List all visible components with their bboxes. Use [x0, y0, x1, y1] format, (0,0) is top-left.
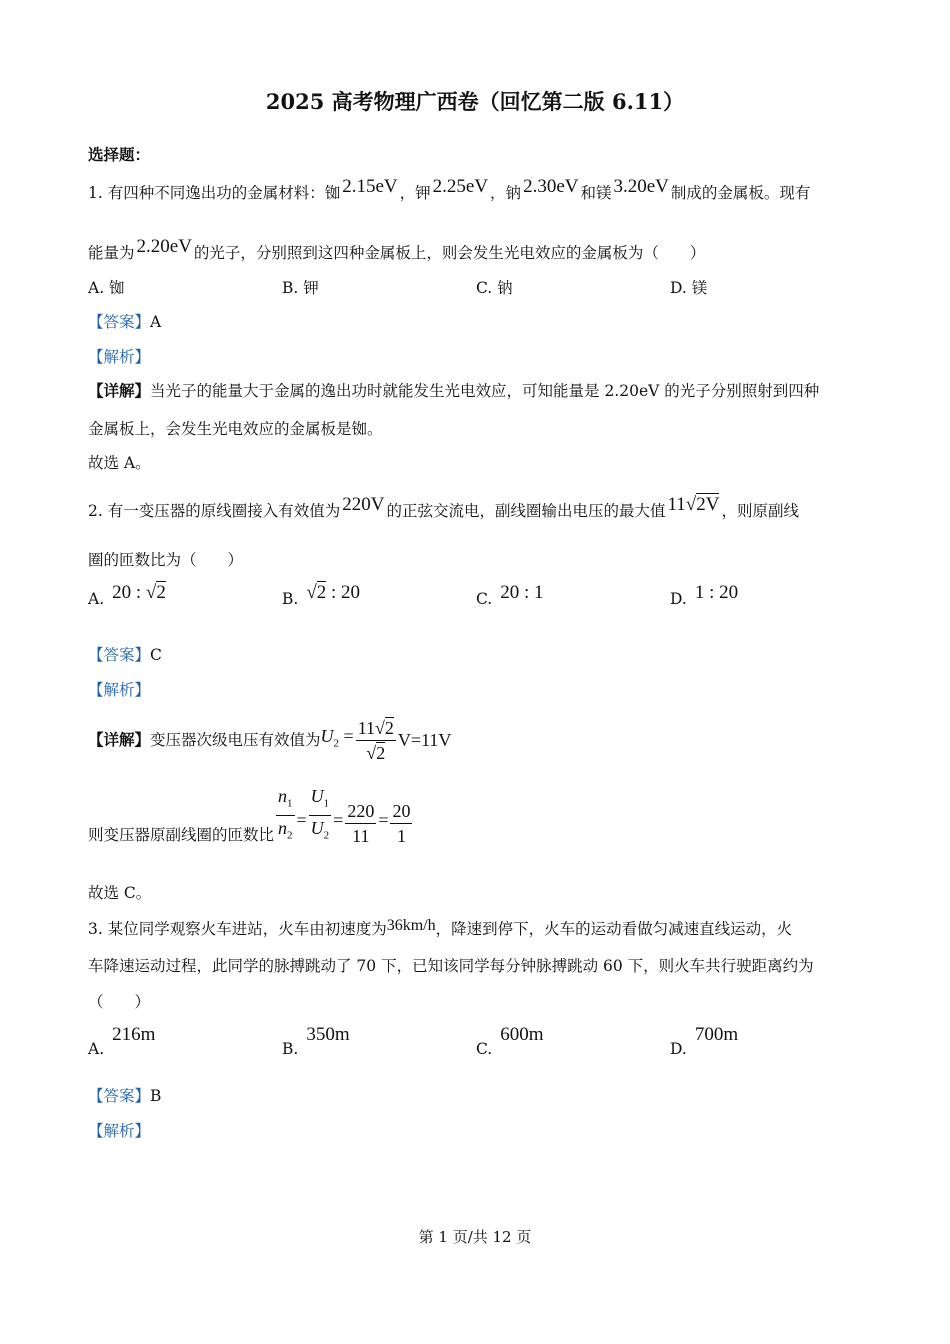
- q3-stem-line1: 3. 某位同学观察火车进站，火车由初速度为36km/h，降速到停下，火车的运动看做匀减速直线运动，火: [88, 917, 793, 938]
- q1-answer: 【答案】A: [88, 313, 162, 331]
- numeric-ratio-fraction: $\frac{220}{11}$: [347, 801, 375, 846]
- q2-option-b: B. √2 : 20: [282, 582, 361, 608]
- q3-option-c: C.600m: [476, 1024, 544, 1058]
- u2-fraction: $\frac{11√2}{√2}$: [357, 717, 394, 763]
- section-heading: 选择题：: [88, 145, 151, 164]
- u2-symbol: $U_2$ =: [320, 726, 354, 750]
- q1-option-c: C. 钠: [476, 279, 513, 297]
- q2-analysis-tag: 【解析】: [88, 681, 151, 699]
- q2-detail-voltage: 【详解】 变压器次级电压有效值为 $U_2$ = $\frac{11√2}{√2}$ V=11V: [88, 717, 452, 763]
- q2-conclusion: 故选 C。: [88, 884, 152, 902]
- page-title: 2025 高考物理广西卷（回忆第二版 6.11）: [265, 89, 685, 114]
- q3-option-b: B.350m: [282, 1024, 350, 1058]
- q2-stem-line2: 圈的匝数比为（ ）: [88, 551, 244, 569]
- q1-detail-line2: 金属板上，会发生光电效应的金属板是铷。: [88, 420, 383, 438]
- q2-stem-line1: 2. 有一变压器的原线圈接入有效值为 220V 的正弦交流电，副线圈输出电压的最大值 11√2V ，则原副线: [88, 494, 799, 520]
- q1-option-d: D. 镁: [670, 279, 708, 297]
- q2-option-d: D. 1 : 20: [670, 582, 739, 608]
- q3-stem-line2: 车降速运动过程，此同学的脉搏跳动了 70 下，已知该同学每分钟脉搏跳动 60 下，则火车共行驶距离约为: [88, 957, 814, 975]
- q1-detail-line1: 【详解】当光子的能量大于金属的逸出功时就能发生光电效应，可知能量是 2.20eV 的光子分别照射到四种: [88, 381, 820, 400]
- q1-stem-line1: 1. 有四种不同逸出功的金属材料：铷 2.15eV ，钾 2.25eV ，钠 2.30eV 和镁 3.20eV 制成的金属板。现有: [88, 176, 811, 202]
- q1-analysis-tag: 【解析】: [88, 348, 151, 366]
- q1-option-a: A. 铷: [88, 279, 125, 297]
- q1-conclusion: 故选 A。: [88, 454, 151, 472]
- q3-option-a: A.216m: [88, 1024, 156, 1058]
- q3-stem-line3: （ ）: [88, 993, 151, 1011]
- q3-option-d: D.700m: [670, 1024, 739, 1058]
- q2-detail-ratio: 则变压器原副线圈的匝数比 $\frac{n_1}{n_2}$ = $\frac{U_1}{U_2}$ = $\frac{220}{11}$ = $\frac{20}{1}$: [88, 785, 411, 846]
- final-ratio-fraction: $\frac{20}{1}$: [392, 801, 411, 846]
- q2-answer: 【答案】C: [88, 646, 162, 664]
- q2-option-a: A. 20 : √2: [88, 582, 166, 608]
- q2-option-c: C. 20 : 1: [476, 582, 544, 608]
- q2-max-voltage: 11√2V: [667, 494, 720, 515]
- n-ratio-fraction: $\frac{n_1}{n_2}$: [278, 785, 293, 842]
- q1-option-b: B. 钾: [282, 279, 319, 297]
- q3-analysis-tag: 【解析】: [88, 1122, 151, 1140]
- u-ratio-fraction: $\frac{U_1}{U_2}$: [310, 785, 330, 842]
- page-footer: 第 1 页/共 12 页: [418, 1228, 532, 1246]
- q3-answer: 【答案】B: [88, 1087, 162, 1105]
- q1-stem-line2: 能量为 2.20eV 的光子，分别照到这四种金属板上，则会发生光电效应的金属板为（ ）: [88, 236, 706, 262]
